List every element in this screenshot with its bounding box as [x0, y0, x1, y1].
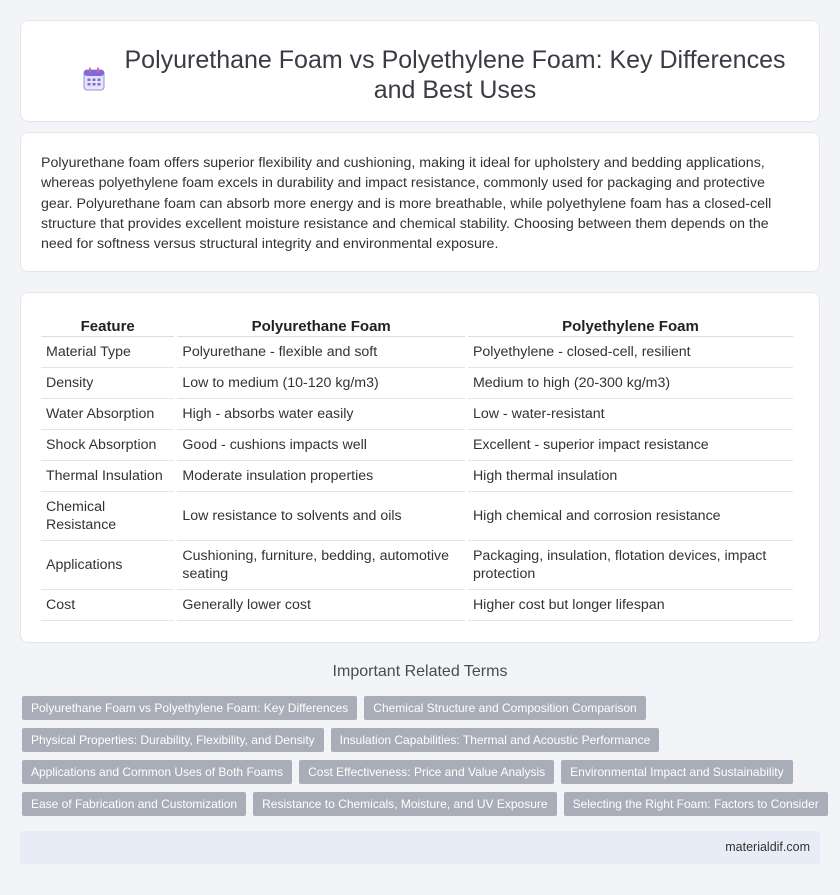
related-term-tag[interactable]: Applications and Common Uses of Both Foams: [22, 760, 292, 784]
comparison-card: [20, 292, 820, 643]
title-card: [20, 20, 820, 122]
column-header-polyethylene: Polyethylene Foam: [468, 315, 793, 337]
table-row: [41, 541, 793, 590]
site-domain[interactable]: materialdif.com: [725, 840, 810, 854]
table-row: [41, 368, 793, 399]
related-term-tag[interactable]: Resistance to Chemicals, Moisture, and UV Exposure: [253, 792, 556, 816]
polyethylene-cell: Higher cost but longer lifespan: [468, 590, 793, 621]
polyethylene-cell: Medium to high (20-300 kg/m3): [468, 368, 793, 399]
intro-card: [20, 132, 820, 272]
column-header-polyurethane: Polyurethane Foam: [177, 315, 465, 337]
page-title: Polyurethane Foam vs Polyethylene Foam: Key Differences and Best Uses: [124, 46, 786, 104]
polyurethane-cell: Generally lower cost: [177, 590, 465, 621]
feature-cell: Thermal Insulation: [41, 461, 174, 492]
related-term-tag[interactable]: Physical Properties: Durability, Flexibility, and Density: [22, 728, 324, 752]
comparison-table: [38, 315, 796, 621]
polyethylene-cell: Low - water-resistant: [468, 399, 793, 430]
polyurethane-cell: Cushioning, furniture, bedding, automotive seating: [177, 541, 465, 590]
polyurethane-cell: Polyurethane - flexible and soft: [177, 337, 465, 368]
calendar-icon: [83, 67, 105, 91]
feature-cell: Material Type: [41, 337, 174, 368]
table-row: [41, 399, 793, 430]
related-terms-list: [22, 696, 822, 824]
related-term-tag[interactable]: Selecting the Right Foam: Factors to Consider: [564, 792, 828, 816]
polyethylene-cell: High chemical and corrosion resistance: [468, 492, 793, 541]
tag-row: [22, 728, 822, 752]
related-term-tag[interactable]: Polyurethane Foam vs Polyethylene Foam: Key Differences: [22, 696, 357, 720]
related-term-tag[interactable]: Insulation Capabilities: Thermal and Acoustic Performance: [331, 728, 660, 752]
polyurethane-cell: Low resistance to solvents and oils: [177, 492, 465, 541]
feature-cell: Chemical Resistance: [41, 492, 174, 541]
table-row: [41, 590, 793, 621]
polyethylene-cell: High thermal insulation: [468, 461, 793, 492]
polyethylene-cell: Polyethylene - closed-cell, resilient: [468, 337, 793, 368]
feature-cell: Applications: [41, 541, 174, 590]
feature-cell: Density: [41, 368, 174, 399]
table-row: [41, 430, 793, 461]
table-row: [41, 337, 793, 368]
tag-row: [22, 792, 822, 816]
related-term-tag[interactable]: Cost Effectiveness: Price and Value Analysis: [299, 760, 554, 784]
related-term-tag[interactable]: Ease of Fabrication and Customization: [22, 792, 246, 816]
tag-row: [22, 760, 822, 784]
feature-cell: Shock Absorption: [41, 430, 174, 461]
polyethylene-cell: Packaging, insulation, flotation devices, impact protection: [468, 541, 793, 590]
polyurethane-cell: High - absorbs water easily: [177, 399, 465, 430]
polyurethane-cell: Moderate insulation properties: [177, 461, 465, 492]
column-header-feature: Feature: [41, 315, 174, 337]
polyethylene-cell: Excellent - superior impact resistance: [468, 430, 793, 461]
polyurethane-cell: Low to medium (10-120 kg/m3): [177, 368, 465, 399]
polyurethane-cell: Good - cushions impacts well: [177, 430, 465, 461]
related-term-tag[interactable]: Environmental Impact and Sustainability: [561, 760, 792, 784]
table-header-row: [41, 315, 793, 337]
footer-bar: [20, 831, 820, 864]
related-terms-heading: Important Related Terms: [332, 663, 508, 680]
feature-cell: Water Absorption: [41, 399, 174, 430]
feature-cell: Cost: [41, 590, 174, 621]
table-row: [41, 461, 793, 492]
table-row: [41, 492, 793, 541]
intro-paragraph: Polyurethane foam offers superior flexibility and cushioning, making it ideal for upholstery and bedding applications, whereas polyethylene foam excels in durability and impact resistance, commonly used for packaging and protective gear. Polyurethane foam can absorb more energy and is more breathable, while polyethylene foam has a closed-cell structure that provides excellent moisture resistance and chemical stability. Choosing between them depends on the need for softness versus structural integrity and environmental exposure.: [41, 155, 772, 253]
related-term-tag[interactable]: Chemical Structure and Composition Comparison: [364, 696, 645, 720]
tag-row: [22, 696, 822, 720]
